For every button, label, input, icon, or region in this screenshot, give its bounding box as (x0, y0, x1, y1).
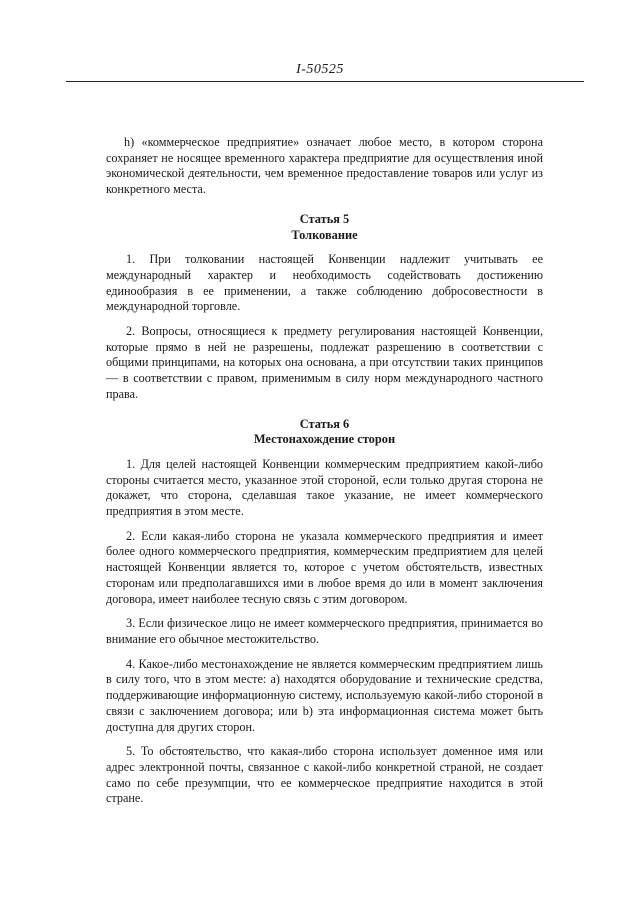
article-6-paragraph-2: 2. Если какая-либо сторона не указала коммерческого предприятия и имеет более одного коммерческого предприятия, коммерческим предприятием для целей настоящей Конвенции является то, которое с учетом обстоятельств, известных сторонам или предполагавшихся ими в любое время до или в момент заключения договора, имеет наиболее тесную связь с этим договором. (106, 528, 543, 606)
document-number: I-50525 (296, 62, 344, 77)
header-divider (66, 81, 584, 82)
document-body (106, 135, 543, 816)
article-6-paragraph-1: 1. Для целей настоящей Конвенции коммерческим предприятием какой-либо стороны считается место, указанное этой стороной, если только другая сторона не докажет, что сторона, сделавшая такое указание, не имеет коммерческого предприятия в этом месте. (106, 456, 543, 519)
article-5-paragraph-1: 1. При толковании настоящей Конвенции надлежит учитывать ее международный характер и необходимость содействовать достижению единообразия в ее применении, а также соблюдению добросовестности в международной торговле. (106, 252, 543, 314)
article-6-paragraph-4: 4. Какое-либо местонахождение не является коммерческим предприятием лишь в силу того, что в этом месте: a) находятся оборудование и технические средства, поддерживающие информационную систему, используемую какой-либо стороной в связи с заключением договора; или b) эта информационная система может быть доступна для других сторон. (106, 656, 543, 734)
article-6-subtitle: Местонахождение сторон (253, 432, 396, 447)
article-5-title: Статья 5 (299, 211, 350, 226)
article-5-paragraph-2: 2. Вопросы, относящиеся к предмету регулирования настоящей Конвенции, которые прямо в ней не разрешены, подлежат разрешению в соответствии с общими принципами, на которых она основана, а при отсутствии таких принципов — в соответствии с правом, применимым в силу норм международного частного права. (106, 324, 543, 401)
article-6-paragraph-3: 3. Если физическое лицо не имеет коммерческого предприятия, принимается во внимание его обычное местожительство. (106, 616, 543, 646)
article-6-title: Статья 6 (299, 416, 350, 431)
definition-paragraph-h: h) «коммерческое предприятие» означает любое место, в котором сторона сохраняет не носящее временного характера предприятие для осуществления иной экономической деятельности, чем временное предоставление товаров или услуг из конкретного места. (106, 135, 543, 197)
article-5-subtitle: Толкование (291, 227, 358, 242)
article-6-paragraph-5: 5. То обстоятельство, что какая-либо сторона использует доменное имя или адрес электронной почты, связанное с какой-либо конкретной страной, не создает само по себе презумпции, что ее коммерческое предприятие находится в этой стране. (106, 744, 543, 806)
